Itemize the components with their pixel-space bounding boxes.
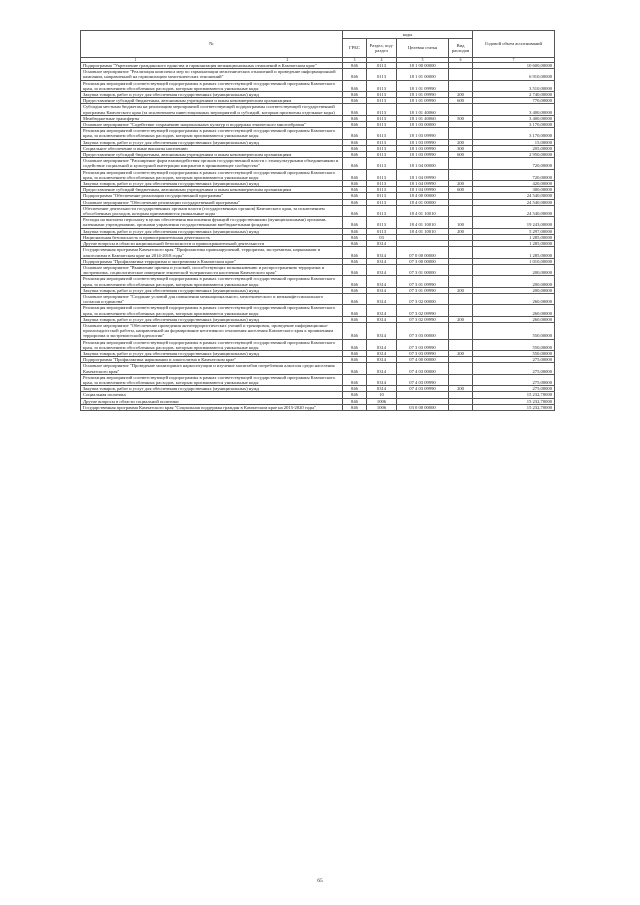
- cell-rz: 0113: [367, 169, 397, 180]
- cell-cs: 18 4 01 00000: [397, 199, 449, 205]
- cell-name: Государственная программа Камчатского края "Профилактика правонарушений, терроризма, экстремизма, наркомании и алкоголизма в Камчатском крае на 2014-2018 годы": [81, 247, 343, 258]
- cell-grbs: 846: [343, 80, 367, 91]
- index-cell: 7: [473, 58, 555, 63]
- cell-sum: 15 232,70000: [473, 398, 555, 404]
- cell-name: Другие вопросы в области социальной политики: [81, 398, 343, 404]
- cell-vr: [449, 322, 473, 339]
- cell-grbs: 846: [343, 293, 367, 304]
- cell-cs: 07 3 01 00000: [397, 264, 449, 275]
- table-row: [81, 305, 555, 316]
- cell-rz: 0113: [367, 80, 397, 91]
- cell-vr: [449, 363, 473, 374]
- cell-grbs: 846: [343, 104, 367, 115]
- cell-grbs: 846: [343, 63, 367, 69]
- cell-name: Реализация мероприятий соответствующей подпрограммы в рамках соответствующей государственной программы Камчатского края, за исключением обособленных расходов, которым присваиваются уникальные коды: [81, 339, 343, 350]
- cell-cs: 18 4 01 10010: [397, 228, 449, 234]
- header-num: №: [81, 31, 343, 58]
- cell-cs: 18 4 00 00000: [397, 193, 449, 199]
- cell-sum: 275,00000: [473, 386, 555, 392]
- cell-cs: 07 4 03 00000: [397, 363, 449, 374]
- cell-vr: [449, 80, 473, 91]
- cell-cs: 18 1 04 09990: [397, 181, 449, 187]
- cell-rz: 0314: [367, 258, 397, 264]
- cell-vr: 600: [449, 152, 473, 158]
- cell-grbs: 846: [343, 305, 367, 316]
- cell-rz: 0113: [367, 122, 397, 128]
- cell-name: Государственная программа Камчатского края "Социальная поддержка граждан в Камчатском крае на 2015-2020 годы": [81, 404, 343, 410]
- cell-sum: 3 510,00000: [473, 80, 555, 91]
- index-cell: 6: [449, 58, 473, 63]
- cell-rz: 0314: [367, 316, 397, 322]
- cell-name: Закупка товаров, работ и услуг для обеспечения государственных (муниципальных) нужд: [81, 287, 343, 293]
- table-row: [81, 293, 555, 304]
- cell-vr: 300: [449, 145, 473, 151]
- table-row: [81, 247, 555, 258]
- cell-vr: 200: [449, 181, 473, 187]
- cell-cs: 18 4 01 10010: [397, 205, 449, 216]
- cell-name: Социальная политика: [81, 392, 343, 398]
- cell-cs: 18 1 04 09990: [397, 169, 449, 180]
- cell-cs: 18 1 03 09990: [397, 128, 449, 139]
- cell-grbs: 846: [343, 363, 367, 374]
- cell-rz: 0314: [367, 339, 397, 350]
- cell-vr: 600: [449, 187, 473, 193]
- cell-sum: 1 285,00000: [473, 241, 555, 247]
- cell-sum: 260,00000: [473, 293, 555, 304]
- cell-grbs: 846: [343, 350, 367, 356]
- cell-sum: 15 232,70000: [473, 404, 555, 410]
- cell-sum: 275,00000: [473, 374, 555, 385]
- cell-name: Закупка товаров, работ и услуг для обеспечения государственных (муниципальных) нужд: [81, 350, 343, 356]
- cell-name: Субсидия местным бюджетам на реализацию мероприятий соответствующей подпрограммы соответствующей государственной программы Камчатского края (за исключением инвестиционных мероприятий и субсидий, которым присвоены отдельные коды): [81, 104, 343, 115]
- cell-name: Подпрограмма "Обеспечение реализации государственной программы": [81, 193, 343, 199]
- cell-cs: 07 4 03 09990: [397, 386, 449, 392]
- cell-rz: 0113: [367, 63, 397, 69]
- cell-sum: 300,00000: [473, 187, 555, 193]
- cell-grbs: 846: [343, 115, 367, 121]
- cell-rz: 0113: [367, 128, 397, 139]
- cell-grbs: 846: [343, 193, 367, 199]
- cell-vr: 100: [449, 217, 473, 228]
- cell-grbs: 846: [343, 264, 367, 275]
- cell-name: Закупка товаров, работ и услуг для обеспечения государственных (муниципальных) нужд: [81, 181, 343, 187]
- cell-cs: 18 1 04 00000: [397, 158, 449, 169]
- cell-name: Национальная безопасность и правоохранительная деятельность: [81, 234, 343, 240]
- index-cell: 5: [397, 58, 449, 63]
- cell-name: Реализация мероприятий соответствующей подпрограммы в рамках соответствующей государственной программы Камчатского края, за исключением обособленных расходов, которым присваиваются уникальные коды: [81, 169, 343, 180]
- cell-vr: [449, 293, 473, 304]
- cell-vr: 200: [449, 228, 473, 234]
- cell-rz: 0314: [367, 293, 397, 304]
- cell-rz: 0113: [367, 145, 397, 151]
- cell-sum: 19 243,00000: [473, 217, 555, 228]
- cell-sum: 2 740,00000: [473, 92, 555, 98]
- cell-sum: 200,00000: [473, 287, 555, 293]
- cell-name: Реализация мероприятий соответствующей подпрограммы в рамках соответствующей государственной программы Камчатского края, за исключением обособленных расходов, которым присваиваются уникальные коды: [81, 276, 343, 287]
- budget-table-sheet: [80, 30, 554, 411]
- table-row: [81, 80, 555, 91]
- cell-sum: 550,00000: [473, 350, 555, 356]
- cell-grbs: 846: [343, 392, 367, 398]
- cell-name: Основное мероприятие "Выявление причин и условий, способствующих возникновению и распространению терроризма и экстремизма, социологическое измерение этнической толерантности населения Камчатского края": [81, 264, 343, 275]
- cell-sum: 770,00000: [473, 98, 555, 104]
- cell-vr: 200: [449, 350, 473, 356]
- cell-cs: 18 1 03 09990: [397, 152, 449, 158]
- cell-vr: [449, 128, 473, 139]
- cell-sum: 15,00000: [473, 139, 555, 145]
- cell-sum: 420,00000: [473, 181, 555, 187]
- table-row: [81, 322, 555, 339]
- cell-grbs: 846: [343, 169, 367, 180]
- cell-cs: 07 3 03 09990: [397, 339, 449, 350]
- cell-rz: 0314: [367, 350, 397, 356]
- cell-name: Основное мероприятие "Содействие сохранению национальных культур и поддержка этнического многообразия": [81, 122, 343, 128]
- cell-sum: 3 400,00000: [473, 104, 555, 115]
- cell-name: Реализация мероприятий соответствующей подпрограммы в рамках соответствующей государственной программы Камчатского края, за исключением обособленных расходов, которым присваиваются уникальные коды: [81, 128, 343, 139]
- cell-cs: 18 4 01 10010: [397, 217, 449, 228]
- cell-name: Социальное обеспечение и иные выплаты населению: [81, 145, 343, 151]
- cell-grbs: 846: [343, 158, 367, 169]
- cell-rz: 0113: [367, 104, 397, 115]
- cell-sum: 1 010,00000: [473, 258, 555, 264]
- cell-cs: 07 3 01 09990: [397, 276, 449, 287]
- cell-cs: 18 1 00 00000: [397, 63, 449, 69]
- cell-sum: 720,00000: [473, 158, 555, 169]
- cell-name: Предоставление субсидий бюджетным, автономным учреждениям и иным некоммерческим организациям: [81, 187, 343, 193]
- cell-sum: 260,00000: [473, 305, 555, 316]
- cell-name: Подпрограмма "Профилактика наркомании и алкоголизма в Камчатском крае": [81, 357, 343, 363]
- cell-sum: 275,00000: [473, 363, 555, 374]
- cell-rz: 03: [367, 234, 397, 240]
- cell-rz: 0113: [367, 92, 397, 98]
- cell-grbs: 846: [343, 122, 367, 128]
- cell-sum: 275,00000: [473, 357, 555, 363]
- cell-cs: 07 3 02 09990: [397, 316, 449, 322]
- cell-rz: 0314: [367, 287, 397, 293]
- cell-name: Закупка товаров, работ и услуг для обеспечения государственных (муниципальных) нужд: [81, 92, 343, 98]
- cell-name: Закупка товаров, работ и услуг для обеспечения государственных (муниципальных) нужд: [81, 228, 343, 234]
- cell-rz: 0314: [367, 305, 397, 316]
- header-vid: Вид расходов: [449, 39, 473, 58]
- cell-grbs: 846: [343, 339, 367, 350]
- cell-cs: 07 4 03 09990: [397, 374, 449, 385]
- cell-vr: [449, 404, 473, 410]
- cell-vr: 200: [449, 316, 473, 322]
- cell-name: Основное мероприятие "Обеспечение реализации государственной программы": [81, 199, 343, 205]
- cell-name: Закупка товаров, работ и услуг для обеспечения государственных (муниципальных) нужд: [81, 316, 343, 322]
- cell-sum: 10 600,00000: [473, 63, 555, 69]
- cell-name: Основное мероприятие "Проведение мониторинга наркоситуации и изучение масштабов потребления алкоголя среди населения Камчатского края": [81, 363, 343, 374]
- cell-grbs: 846: [343, 69, 367, 80]
- cell-rz: 0113: [367, 69, 397, 80]
- cell-sum: 200,00000: [473, 264, 555, 275]
- cell-sum: 3 170,00000: [473, 122, 555, 128]
- cell-grbs: 846: [343, 357, 367, 363]
- cell-grbs: 846: [343, 205, 367, 216]
- cell-name: Закупка товаров, работ и услуг для обеспечения государственных (муниципальных) нужд: [81, 139, 343, 145]
- cell-rz: 0113: [367, 115, 397, 121]
- cell-rz: 0314: [367, 357, 397, 363]
- cell-grbs: 846: [343, 145, 367, 151]
- cell-vr: [449, 205, 473, 216]
- cell-grbs: 846: [343, 98, 367, 104]
- cell-rz: 0113: [367, 158, 397, 169]
- cell-grbs: 846: [343, 404, 367, 410]
- table-row: [81, 276, 555, 287]
- cell-grbs: 846: [343, 187, 367, 193]
- cell-vr: 600: [449, 98, 473, 104]
- header-grbs: ГРБС: [343, 39, 367, 58]
- cell-vr: 200: [449, 92, 473, 98]
- table-header: [81, 31, 555, 63]
- cell-sum: 3 400,00000: [473, 115, 555, 121]
- table-row: [81, 205, 555, 216]
- cell-sum: 5 297,00000: [473, 228, 555, 234]
- cell-grbs: 846: [343, 322, 367, 339]
- table-body: [81, 63, 555, 411]
- cell-cs: 18 1 03 09990: [397, 145, 449, 151]
- cell-rz: 10: [367, 392, 397, 398]
- cell-vr: [449, 104, 473, 115]
- header-target: Целевая статья: [397, 39, 449, 58]
- cell-sum: 1 285,00000: [473, 234, 555, 240]
- index-cell: 1 2: [81, 58, 343, 63]
- cell-sum: 24 540,00000: [473, 205, 555, 216]
- cell-rz: 0113: [367, 193, 397, 199]
- header-total: Годовой объем ассигнований: [473, 31, 555, 58]
- cell-grbs: 846: [343, 217, 367, 228]
- cell-cs: 07 4 00 00000: [397, 357, 449, 363]
- table-row: [81, 169, 555, 180]
- cell-grbs: 846: [343, 258, 367, 264]
- cell-sum: 205,00000: [473, 145, 555, 151]
- cell-name: Расходы на выплаты персоналу в целях обеспечения выполнения функций государственными (муниципальными) органами, казенными учреждениями, органами управления государственными внебюджетными фондами: [81, 217, 343, 228]
- page-number: 65: [317, 878, 323, 884]
- cell-sum: 24 540,00000: [473, 193, 555, 199]
- cell-cs: 07 3 03 09990: [397, 350, 449, 356]
- cell-name: Реализация мероприятий соответствующей подпрограммы в рамках соответствующей государственной программы Камчатского края, за исключением обособленных расходов, которым присваиваются уникальные коды: [81, 305, 343, 316]
- cell-sum: 3 170,00000: [473, 128, 555, 139]
- cell-name: Реализация мероприятий соответствующей подпрограммы в рамках соответствующей государственной программы Камчатского края, за исключением обособленных расходов, которым присваиваются уникальные коды: [81, 374, 343, 385]
- index-cell: 3: [343, 58, 367, 63]
- cell-cs: 18 1 03 09990: [397, 139, 449, 145]
- cell-sum: 24 540,00000: [473, 199, 555, 205]
- cell-rz: 0113: [367, 152, 397, 158]
- cell-vr: [449, 169, 473, 180]
- cell-rz: 0314: [367, 374, 397, 385]
- cell-cs: 18 1 03 00000: [397, 122, 449, 128]
- cell-vr: [449, 339, 473, 350]
- cell-name: Реализация мероприятий соответствующей подпрограммы в рамках соответствующей государственной программы Камчатского края, за исключением обособленных расходов, которым присваиваются уникальные коды: [81, 80, 343, 91]
- cell-cs: 18 1 04 09990: [397, 187, 449, 193]
- cell-grbs: 846: [343, 234, 367, 240]
- cell-vr: 500: [449, 115, 473, 121]
- cell-cs: 18 1 01 00000: [397, 69, 449, 80]
- cell-cs: 07 0 00 00000: [397, 247, 449, 258]
- cell-cs: 07 3 02 00000: [397, 293, 449, 304]
- cell-sum: 550,00000: [473, 322, 555, 339]
- header-razdel: Раздел, под-раздел: [367, 39, 397, 58]
- cell-grbs: 846: [343, 228, 367, 234]
- cell-rz: 0314: [367, 264, 397, 275]
- cell-rz: 0314: [367, 363, 397, 374]
- cell-name: Подпрограмма "Укрепление гражданского единства и гармонизация межнациональных отношений в Камчатском крае": [81, 63, 343, 69]
- cell-name: Закупка товаров, работ и услуг для обеспечения государственных (муниципальных) нужд: [81, 386, 343, 392]
- cell-cs: 18 1 01 09990: [397, 80, 449, 91]
- cell-vr: [449, 247, 473, 258]
- cell-cs: 18 1 01 40060: [397, 104, 449, 115]
- cell-rz: 0113: [367, 98, 397, 104]
- cell-rz: 0113: [367, 228, 397, 234]
- cell-vr: [449, 374, 473, 385]
- cell-vr: [449, 305, 473, 316]
- cell-name: Другие вопросы в области национальной безопасности и правоохранительной деятельности: [81, 241, 343, 247]
- cell-vr: [449, 69, 473, 80]
- cell-rz: 0314: [367, 276, 397, 287]
- cell-name: Предоставление субсидий бюджетным, автономным учреждениям и иным некоммерческим организациям: [81, 152, 343, 158]
- cell-cs: 18 1 01 40060: [397, 115, 449, 121]
- cell-cs: 07 3 01 09990: [397, 287, 449, 293]
- cell-rz: 1006: [367, 404, 397, 410]
- cell-sum: 6 910,00000: [473, 69, 555, 80]
- cell-cs: 07 3 03 00000: [397, 322, 449, 339]
- cell-grbs: 846: [343, 128, 367, 139]
- cell-name: Основное мероприятие "Реализация комплекса мер по гармонизации межэтнических отношений и проведение информационной кампании, направленной на гармонизацию межэтнических отношений": [81, 69, 343, 80]
- cell-rz: 0113: [367, 199, 397, 205]
- table-row: [81, 158, 555, 169]
- cell-name: Подпрограмма "Профилактика терроризма и экстремизма в Камчатском крае": [81, 258, 343, 264]
- cell-cs: 07 3 00 00000: [397, 258, 449, 264]
- table-row: [81, 363, 555, 374]
- cell-sum: 1 285,00000: [473, 247, 555, 258]
- cell-cs: 03 0 00 00000: [397, 404, 449, 410]
- cell-name: Межбюджетные трансферты: [81, 115, 343, 121]
- cell-rz: 0113: [367, 217, 397, 228]
- cell-rz: 1006: [367, 398, 397, 404]
- cell-cs: 18 1 01 09990: [397, 98, 449, 104]
- cell-sum: 260,00000: [473, 316, 555, 322]
- cell-rz: 0314: [367, 322, 397, 339]
- table-row: [81, 374, 555, 385]
- cell-grbs: 846: [343, 181, 367, 187]
- cell-grbs: 846: [343, 152, 367, 158]
- cell-grbs: 846: [343, 199, 367, 205]
- cell-cs: 18 1 01 09990: [397, 92, 449, 98]
- cell-grbs: 846: [343, 139, 367, 145]
- cell-grbs: 846: [343, 247, 367, 258]
- cell-rz: 0113: [367, 205, 397, 216]
- table-row: [81, 69, 555, 80]
- table-row: [81, 128, 555, 139]
- cell-rz: 0314: [367, 241, 397, 247]
- table-row: [81, 264, 555, 275]
- table-row: [81, 104, 555, 115]
- cell-grbs: 846: [343, 241, 367, 247]
- cell-name: Обеспечение деятельности государственных органов власти (государственных органов) Камчатского края, за исключением обособленных расходов, которым присваиваются уникальные коды: [81, 205, 343, 216]
- cell-name: Предоставление субсидий бюджетным, автономным учреждениям и иным некоммерческим организациям: [81, 98, 343, 104]
- cell-sum: 550,00000: [473, 339, 555, 350]
- index-cell: 4: [367, 58, 397, 63]
- cell-grbs: 846: [343, 316, 367, 322]
- cell-sum: 2 950,00000: [473, 152, 555, 158]
- table-row: [81, 217, 555, 228]
- header-codes: коды: [343, 31, 473, 39]
- cell-rz: 0314: [367, 247, 397, 258]
- cell-sum: 720,00000: [473, 169, 555, 180]
- cell-vr: 200: [449, 287, 473, 293]
- cell-grbs: 846: [343, 92, 367, 98]
- cell-rz: 0314: [367, 386, 397, 392]
- cell-sum: 200,00000: [473, 276, 555, 287]
- table-row: [81, 339, 555, 350]
- cell-rz: 0113: [367, 139, 397, 145]
- cell-grbs: 846: [343, 398, 367, 404]
- cell-grbs: 846: [343, 276, 367, 287]
- cell-vr: [449, 158, 473, 169]
- cell-name: Основное мероприятие "Создание условий для повышения межнационального, межэтнического и межконфессионального согласия и единства": [81, 293, 343, 304]
- cell-cs: 07 3 02 09990: [397, 305, 449, 316]
- cell-name: Основное мероприятие "Обеспечение проведения антитеррористических учений и тренировок, проведение информационно-пропагандистской работы, направленной на формирование негативного отношения населения Камчатского края к проявлениям терроризма и экстремистской идеологии": [81, 322, 343, 339]
- cell-grbs: 846: [343, 287, 367, 293]
- budget-table: [80, 30, 555, 411]
- cell-grbs: 846: [343, 386, 367, 392]
- cell-vr: 200: [449, 139, 473, 145]
- cell-rz: 0113: [367, 187, 397, 193]
- cell-vr: 200: [449, 386, 473, 392]
- cell-name: Основное мероприятие "Расширение форм взаимодействия органов государственной власти с этнокультурными объединениями и содействие социальной и культурной интеграции мигрантов в принимающее сообщество": [81, 158, 343, 169]
- cell-vr: [449, 264, 473, 275]
- cell-rz: 0113: [367, 181, 397, 187]
- cell-vr: [449, 276, 473, 287]
- cell-sum: 15 232,70000: [473, 392, 555, 398]
- table-row: [81, 404, 555, 410]
- cell-grbs: 846: [343, 374, 367, 385]
